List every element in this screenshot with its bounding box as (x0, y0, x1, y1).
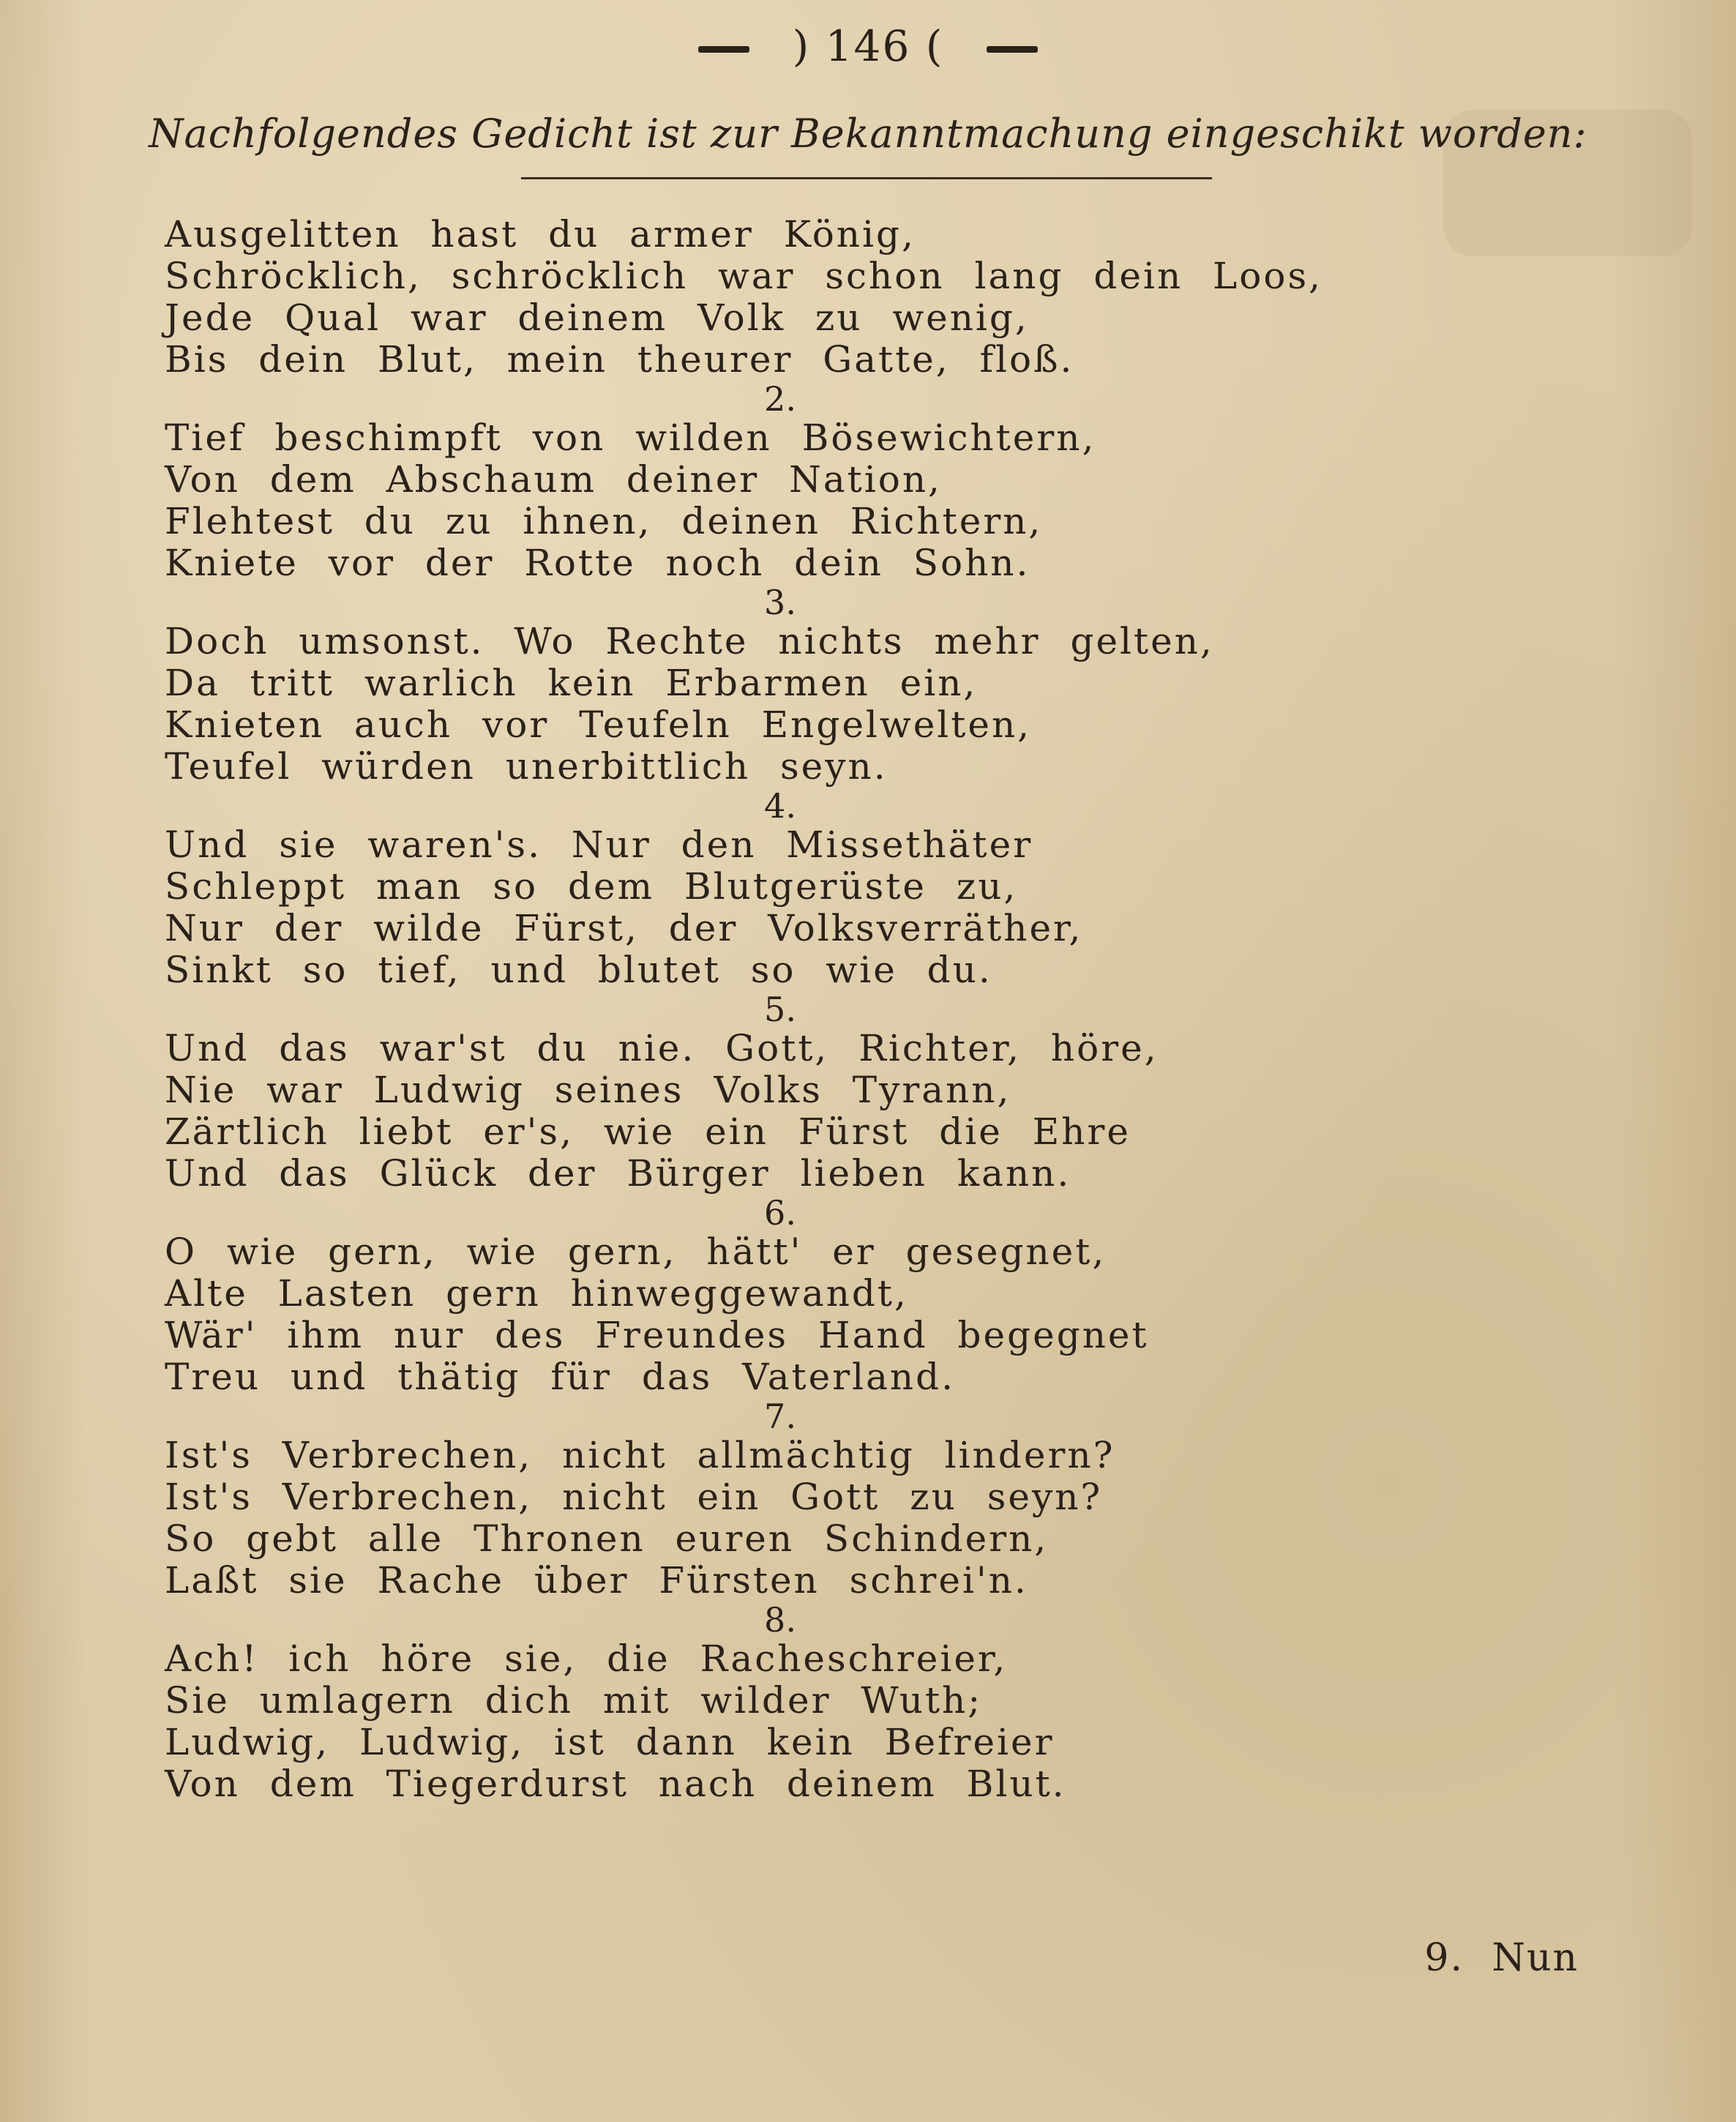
verse-line: Flehtest du zu ihnen, deinen Richtern, (165, 500, 1043, 542)
verse-line: O wie gern, wie gern, hätt' er gesegnet, (165, 1230, 1107, 1273)
verse-line: Sinkt so tief, und blutet so wie du. (165, 949, 992, 991)
verse-line: Und das Glück der Bürger lieben kann. (165, 1152, 1071, 1195)
verse-line: Teufel würden unerbittlich seyn. (165, 745, 888, 788)
catchword: 9. Nun (1424, 1936, 1579, 1980)
verse-line: Von dem Tiegerdurst nach deinem Blut. (165, 1763, 1066, 1805)
stanza (165, 788, 1306, 991)
poem (165, 213, 1322, 1805)
verse-line: Schröcklich, schröcklich war schon lang dein Loos, (165, 255, 1322, 297)
verse-line: Knieten auch vor Teufeln Engelwelten, (165, 703, 1032, 746)
verse-line: Laßt sie Rache über Fürsten schrei'n. (165, 1559, 1028, 1602)
verse-line: Wär' ihm nur des Freundes Hand begegnet (165, 1314, 1149, 1356)
verse-line: Von dem Abschaum deiner Nation, (165, 458, 942, 501)
verse-line: Ist's Verbrechen, nicht ein Gott zu seyn? (165, 1476, 1103, 1518)
stanza-number: 4. (764, 786, 796, 826)
verse-line: Schleppt man so dem Blutgerüste zu, (165, 865, 1018, 908)
stanza-number: 3. (764, 583, 796, 622)
verse-line: Und das war'st du nie. Gott, Richter, höre, (165, 1027, 1159, 1069)
stanza-number: 8. (764, 1600, 796, 1640)
stanza-number: 7. (764, 1397, 796, 1436)
heading-rule (521, 177, 1212, 179)
verse-line: Kniete vor der Rotte noch dein Sohn. (165, 542, 1030, 584)
verse-line: Ausgelitten hast du armer König, (165, 213, 916, 255)
verse-line: Jede Qual war deinem Volk zu wenig, (165, 296, 1029, 339)
verse-line: Und sie waren's. Nur den Missethäter (165, 823, 1033, 866)
stanza (165, 584, 1306, 788)
verse-line: Doch umsonst. Wo Rechte nichts mehr gelten, (165, 620, 1214, 662)
stanza-number: 5. (764, 990, 796, 1029)
header-left-dash (698, 46, 749, 53)
verse-line: Zärtlich liebt er's, wie ein Fürst die Ehre (165, 1110, 1131, 1153)
verse-line: Da tritt warlich kein Erbarmen ein, (165, 662, 978, 704)
verse-line: Nur der wilde Fürst, der Volksverräther, (165, 907, 1083, 949)
header-right-dash (987, 46, 1038, 53)
stanza-number: 2. (764, 379, 796, 419)
verse-line: Nie war Ludwig seines Volks Tyrann, (165, 1069, 1011, 1111)
intro-heading: Nachfolgendes Gedicht ist zur Bekanntmachung eingeschikt worden: (149, 111, 1587, 157)
stanza (165, 991, 1306, 1195)
verse-line: Ludwig, Ludwig, ist dann kein Befreier (165, 1721, 1055, 1763)
verse-line: Treu und thätig für das Vaterland. (165, 1356, 956, 1398)
verse-line: Ist's Verbrechen, nicht allmächtig lindern? (165, 1434, 1115, 1476)
stanza (165, 1602, 1306, 1805)
stanza (165, 381, 1306, 584)
verse-line: Sie umlagern dich mit wilder Wuth; (165, 1679, 983, 1722)
page-number: ) 146 ( (792, 21, 944, 71)
stanza (165, 213, 1322, 381)
stanza-number: 6. (764, 1193, 796, 1233)
stanza (165, 1398, 1306, 1602)
verse-line: Alte Lasten gern hinweggewandt, (165, 1272, 908, 1315)
page-header (0, 20, 1736, 72)
verse-line: Tief beschimpft von wilden Bösewichtern, (165, 416, 1096, 459)
verse-line: So gebt alle Thronen euren Schindern, (165, 1517, 1049, 1560)
verse-line: Ach! ich höre sie, die Racheschreier, (165, 1637, 1008, 1680)
verse-line: Bis dein Blut, mein theurer Gatte, floß. (165, 338, 1074, 381)
stanza (165, 1195, 1306, 1398)
